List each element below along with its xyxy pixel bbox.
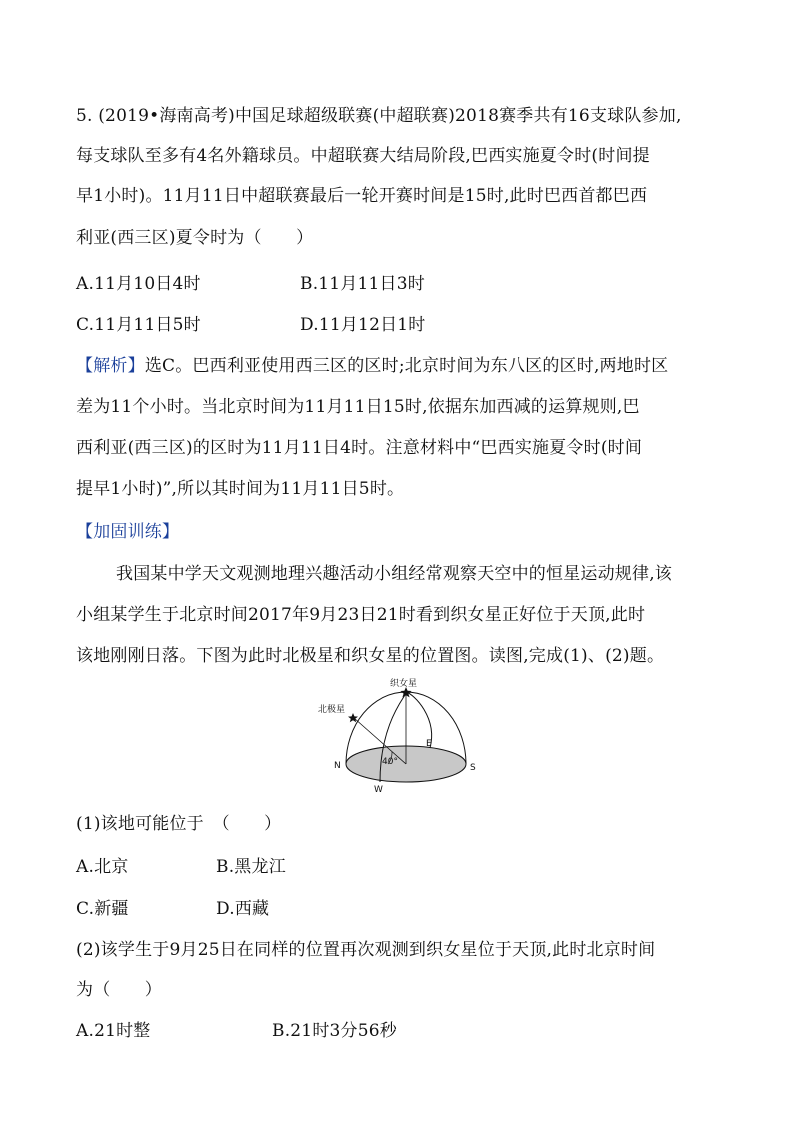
- q5-line-1: 5. (2019•海南高考)中国足球超级联赛(中超联赛)2018赛季共有16支球队参加,: [76, 106, 682, 126]
- sub1-question: (1)该地可能位于 （ ）: [76, 814, 282, 834]
- celestial-sphere-figure: [310, 678, 490, 796]
- analysis-tag: 【解析】: [76, 356, 145, 376]
- sub2-option-b: B.21时3分56秒: [272, 1021, 397, 1041]
- sub1-option-d: D.西藏: [216, 899, 270, 919]
- label-angle: 40°: [382, 757, 398, 767]
- analysis-text-1: 选C。巴西利亚使用西三区的区时;北京时间为东八区的区时,两地时区: [144, 356, 669, 376]
- sub1-option-b: B.黑龙江: [216, 857, 286, 877]
- label-east: E: [426, 739, 432, 749]
- analysis-line-2: 差为11个小时。当北京时间为11月11日15时,依据东加西减的运算规则,巴: [76, 397, 640, 417]
- analysis-line-4: 提早1小时)”,所以其时间为11月11日5时。: [76, 479, 405, 499]
- label-south: S: [470, 763, 476, 773]
- q5-option-c: C.11月11日5时: [76, 315, 201, 335]
- sub1-option-a: A.北京: [76, 857, 129, 877]
- sub1-option-c: C.新疆: [76, 899, 129, 919]
- sub2-line-1: (2)该学生于9月25日在同样的位置再次观测到织女星位于天顶,此时北京时间: [76, 940, 656, 960]
- q5-line-4: 利亚(西三区)夏令时为（ ）: [76, 228, 314, 248]
- q5-option-b: B.11月11日3时: [300, 274, 425, 294]
- label-west: W: [374, 785, 383, 795]
- sub2-option-a: A.21时整: [76, 1021, 151, 1041]
- analysis-line-3: 西利亚(西三区)的区时为11月11日4时。注意材料中“巴西实施夏令时(时间: [76, 438, 643, 458]
- label-north: N: [334, 761, 341, 771]
- celestial-sphere-svg: [310, 678, 490, 796]
- sub2-line-2: 为（ ）: [76, 980, 162, 1000]
- practice-line-3: 该地刚刚日落。下图为此时北极星和织女星的位置图。读图,完成(1)、(2)题。: [76, 646, 665, 666]
- practice-line-1: 我国某中学天文观测地理兴趣活动小组经常观察天空中的恒星运动规律,该: [116, 564, 673, 584]
- q5-option-d: D.11月12日1时: [300, 315, 426, 335]
- label-vega: 织女星: [390, 679, 418, 689]
- practice-tag: 【加固训练】: [76, 522, 180, 542]
- label-polaris: 北极星: [318, 705, 346, 715]
- practice-line-2: 小组某学生于北京时间2017年9月23日21时看到织女星正好位于天顶,此时: [76, 605, 646, 625]
- polaris-star-icon: [348, 713, 358, 722]
- q5-option-a: A.11月10日4时: [76, 274, 201, 294]
- q5-line-2: 每支球队至多有4名外籍球员。中超联赛大结局阶段,巴西实施夏令时(时间提: [76, 146, 650, 166]
- analysis-line-1: [76, 354, 668, 378]
- q5-line-3: 早1小时)。11月11日中超联赛最后一轮开赛时间是15时,此时巴西首都巴西: [76, 186, 648, 206]
